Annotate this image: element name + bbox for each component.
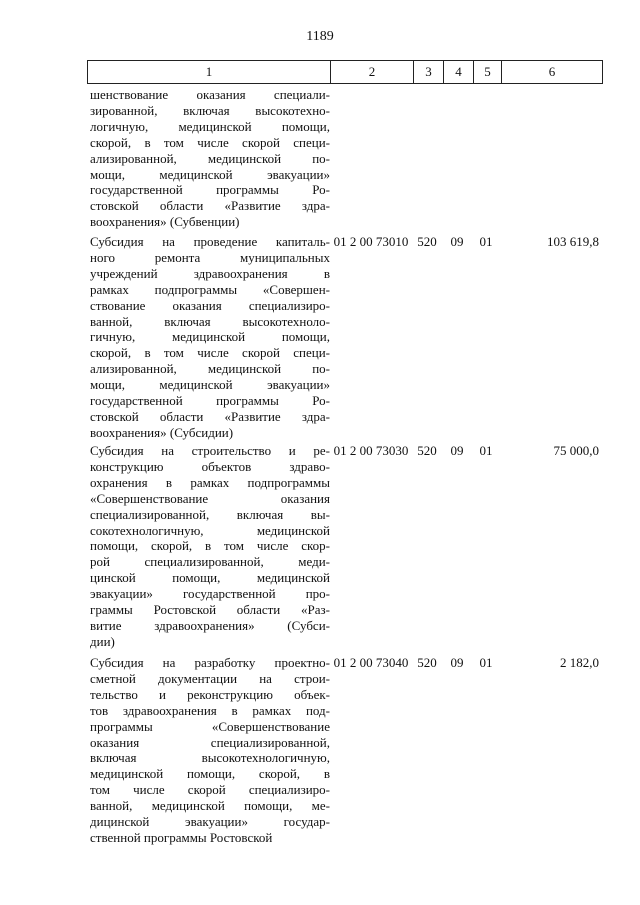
header-col-5: 5 xyxy=(484,64,491,79)
description-line: логичную, медицинской помощи, xyxy=(90,118,330,134)
row-col-5: 01 xyxy=(479,234,493,249)
description-line: скорой, в том числе скорой специ- xyxy=(90,345,330,361)
header-col-6: 6 xyxy=(548,64,556,79)
description-line: ного ремонта муниципальных xyxy=(90,249,330,265)
row-col-3: 520 xyxy=(417,234,437,249)
row-amount: 75 000,0 xyxy=(553,443,599,458)
row-col-4: 09 xyxy=(450,655,464,670)
description-line: ванной, включая высокотехноло- xyxy=(90,313,330,329)
description-line: учреждений здравоохранения в xyxy=(90,265,330,281)
description-line: шенствование оказания специали- xyxy=(90,87,330,102)
description-line: зированной, включая высокотехно- xyxy=(90,102,330,118)
description-line: дии) xyxy=(90,633,115,649)
description-line: рой специализированной, меди- xyxy=(90,554,330,570)
row-code: 01 2 00 73040 xyxy=(333,655,409,670)
description-line: государственной программы Ро- xyxy=(90,393,330,409)
description-line: ственной программы Ростовской xyxy=(90,829,273,845)
description-line: граммы Ростовской области «Раз- xyxy=(90,602,330,618)
description-line: ствование оказания специализиро- xyxy=(90,297,330,313)
description-line: сметной документации на строи- xyxy=(90,670,330,686)
description-line: ванной, медицинской помощи, ме- xyxy=(90,798,330,814)
row-code: 01 2 00 73010 xyxy=(333,234,409,249)
header-col-4: 4 xyxy=(455,64,462,79)
description-line: скорой, в том числе скорой специ- xyxy=(90,134,330,150)
row-col-4: 09 xyxy=(450,443,464,458)
row-code: 01 2 00 73030 xyxy=(333,443,409,458)
description-line: тов здравоохранения в рамках под- xyxy=(90,702,330,718)
row-description xyxy=(90,443,330,650)
row-col-3: 520 xyxy=(417,443,437,458)
page-number: 1189 xyxy=(306,29,334,44)
description-line: дицинской эвакуации» государ- xyxy=(90,814,330,830)
description-line: гичную, медицинской помощи, xyxy=(90,329,330,345)
row-description xyxy=(90,87,330,230)
row-col-4: 09 xyxy=(450,234,464,249)
header-col-2: 2 xyxy=(368,64,376,79)
description-line: конструкцию объектов здраво- xyxy=(90,458,330,474)
description-line: Субсидия на разработку проектно- xyxy=(90,655,330,670)
description-line: сокотехнологичную, медицинской xyxy=(90,522,330,538)
description-line: помощи, скорой, в том числе скор- xyxy=(90,538,330,554)
row-col-3: 520 xyxy=(417,655,437,670)
description-line: «Совершенствование оказания xyxy=(90,490,330,506)
header-col-1: 1 xyxy=(205,64,213,79)
description-line: медицинской помощи, скорой, в xyxy=(90,766,330,782)
header-col-3: 3 xyxy=(425,64,432,79)
row-col-5: 01 xyxy=(479,655,493,670)
description-line: государственной программы Ро- xyxy=(90,182,330,198)
description-line: стовской области «Развитие здра- xyxy=(90,198,330,214)
row-description xyxy=(90,234,330,441)
description-line: Субсидия на проведение капиталь- xyxy=(90,234,330,249)
row-amount: 2 182,0 xyxy=(560,655,599,670)
description-line: тельство и реконструкцию объек- xyxy=(90,686,330,702)
row-amount: 103 619,8 xyxy=(547,234,599,249)
description-line: том числе скорой специализиро- xyxy=(90,782,330,798)
description-line: мощи, медицинской эвакуации» xyxy=(90,377,330,393)
description-line: включая высокотехнологичную, xyxy=(90,750,330,766)
description-line: ализированной, медицинской по- xyxy=(90,361,330,377)
table-header xyxy=(87,60,603,84)
description-line: цинской помощи, медицинской xyxy=(90,570,330,586)
description-line: Субсидия на строительство и ре- xyxy=(90,443,330,458)
description-line: оказания специализированной, xyxy=(90,734,330,750)
description-line: мощи, медицинской эвакуации» xyxy=(90,166,330,182)
description-line: охранения в рамках подпрограммы xyxy=(90,474,330,490)
description-line: витие здравоохранения» (Субси- xyxy=(90,617,330,633)
description-line: рамках подпрограммы «Совершен- xyxy=(90,281,330,297)
description-line: программы «Совершенствование xyxy=(90,718,330,734)
description-line: эвакуации» государственной про- xyxy=(90,586,330,602)
description-line: воохранения» (Субсидии) xyxy=(90,424,234,440)
description-line: ализированной, медицинской по- xyxy=(90,150,330,166)
row-description xyxy=(90,655,330,846)
row-col-5: 01 xyxy=(479,443,493,458)
description-line: стовской области «Развитие здра- xyxy=(90,408,330,424)
description-line: специализированной, включая вы- xyxy=(90,506,330,522)
description-line: воохранения» (Субвенции) xyxy=(90,214,240,230)
